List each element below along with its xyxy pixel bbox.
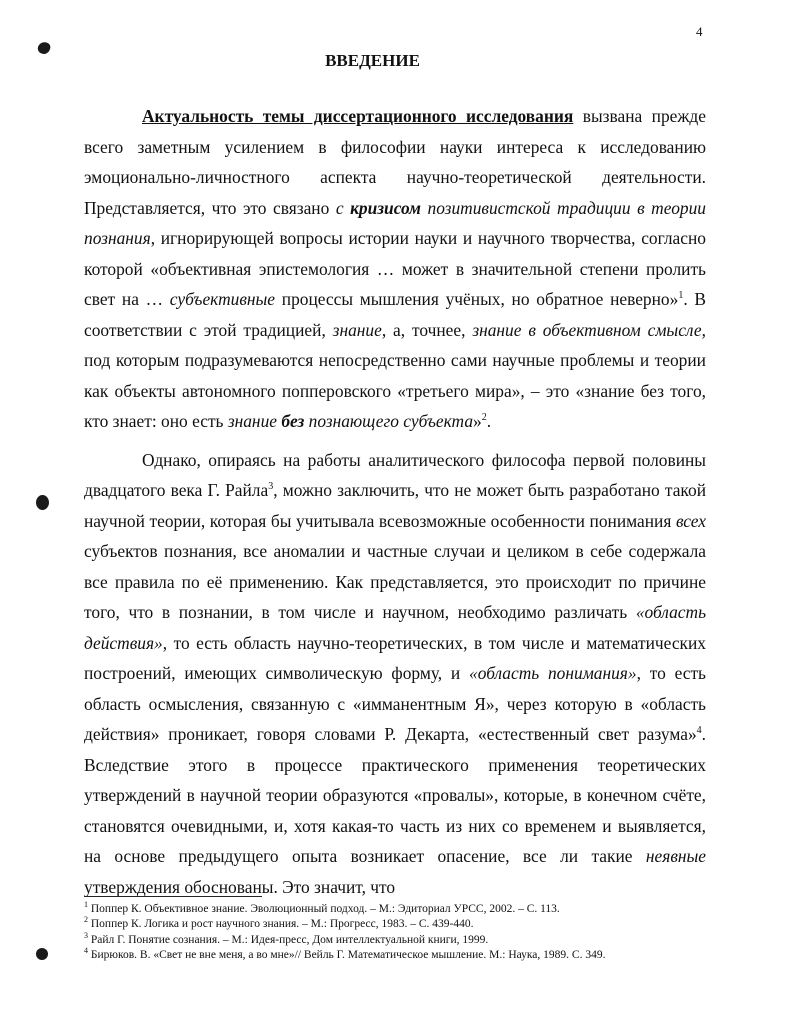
footnote-ref-3: 3 xyxy=(268,481,274,493)
topic-heading: Актуальность темы диссертационного исследования xyxy=(142,106,574,126)
footnote-ref-4: 4 xyxy=(696,725,702,737)
footnote-text: Райл Г. Понятие сознания. – М.: Идея-пресс, Дом интеллектуальной книги, 1999. xyxy=(88,933,489,946)
italic-run: неявные xyxy=(645,846,706,866)
text-run: . xyxy=(486,411,492,431)
text-run: , то есть область осмысления, связанную с «имманентным Я», через которую в «область действия» проникает, говоря словами Р. Декарта, «естественный свет разума» xyxy=(84,663,706,744)
page-title: ВВЕДЕНИЕ xyxy=(325,51,420,70)
binder-hole-bottom xyxy=(36,948,48,960)
footnote-text: Бирюков. В. «Свет не вне меня, а во мне»// Вейль Г. Математическое мышление. М.: Наука, 1989. С. 349. xyxy=(88,949,606,962)
italic-run: «область действия» xyxy=(84,602,706,653)
text-run: вызвана прежде всего заметным усилением в философии науки интереса к исследованию эмоционально-личностного аспекта научно-теоретической деятельности. Представляется, что это связано xyxy=(84,106,706,218)
footnote-number: 1 xyxy=(84,900,88,910)
italic-run: знание xyxy=(227,411,282,431)
bold-italic-run: без xyxy=(281,411,305,431)
italic-run: знание в объективном смысле xyxy=(472,319,702,340)
bold-italic-run: кризисом xyxy=(350,197,421,218)
footnotes xyxy=(84,902,724,964)
text-run: , игнорирующей вопросы истории науки и научного творчества, согласно которой «объективная эпистемология … может в значительной степени пролить свет на … xyxy=(84,228,706,309)
binder-hole-middle xyxy=(36,495,49,510)
italic-run: познающего субъекта xyxy=(304,411,474,431)
text-run: , а, точнее, xyxy=(381,319,473,340)
text-run: , под которым подразумеваются непосредственно сами научные проблемы и теории как объекты автономного попперовского «третьего мира», – это «знание без того, кто знает: оно есть xyxy=(84,319,707,431)
text-run: . Вследствие этого в процессе практического применения теоретических утверждений в научной теории образуются «провалы», которые, в конечном счёте, становятся очевидными, и, хотя какая-то часть из них со временем и выявляется, на основе предыдущего опыта возникает опасение, все ли такие xyxy=(84,724,706,866)
footnote-number: 3 xyxy=(84,930,88,940)
italic-run: «область понимания» xyxy=(469,663,637,683)
text-run: утверждения обоснованы. Это значит, что xyxy=(84,876,396,897)
footnote-number: 2 xyxy=(84,915,88,925)
text-run: процессы мышления учёных, но обратное неверно» xyxy=(275,289,679,309)
page-number: 4 xyxy=(696,24,703,39)
footnote-ref-2: 2 xyxy=(481,412,487,424)
italic-run: всех xyxy=(675,510,706,531)
footnote-separator xyxy=(84,896,262,897)
paragraph-argument xyxy=(84,445,706,903)
text-run: субъектов познания, все аномалии и частные случаи и целиком в себе содержала все правила по её применению. Как представляется, это происходит по причине того, что в познании, в том числе и научном, необходимо различать xyxy=(84,541,706,622)
italic-run: с xyxy=(335,197,351,218)
paragraph-relevance xyxy=(84,101,706,437)
footnote-number: 4 xyxy=(84,946,88,956)
footnote xyxy=(84,917,724,932)
italic-run: знание xyxy=(332,319,382,340)
italic-run: позитивистской традиции в теории познания xyxy=(84,197,706,248)
text-run: , можно заключить, что не может быть разработано такой научной теории, которая бы учитывала всевозможные особенности понимания xyxy=(84,480,706,531)
text-run: Однако, опираясь на работы аналитического философа первой половины двадцатого века Г. Райла xyxy=(84,449,706,500)
text-run: , то есть область научно-теоретических, в том числе и математических построений, имеющих символическую форму, и xyxy=(84,632,706,683)
main-text xyxy=(84,101,706,902)
footnote-text: Поппер К. Логика и рост научного знания. – М.: Прогресс, 1983. – С. 439-440. xyxy=(88,918,474,931)
footnote xyxy=(84,948,724,963)
footnote xyxy=(84,902,724,917)
text-run: . В соответствии с этой традицией, xyxy=(84,289,707,340)
footnote-text: Поппер К. Объективное знание. Эволюционный подход. – М.: Эдиториал УРСС, 2002. – С. 113. xyxy=(88,903,560,915)
italic-run: субъективные xyxy=(169,289,276,309)
footnote-ref-1: 1 xyxy=(678,290,684,302)
text-run: » xyxy=(473,411,482,431)
footnote xyxy=(84,930,724,948)
